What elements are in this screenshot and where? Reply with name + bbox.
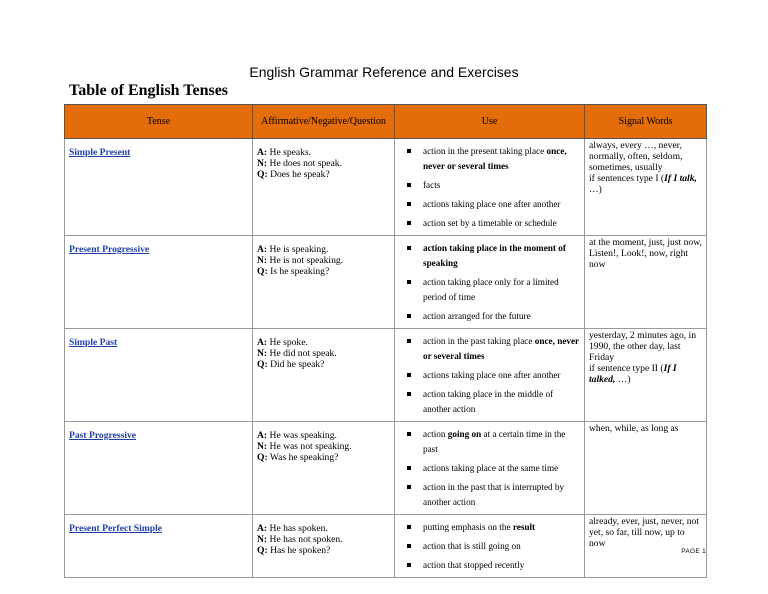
use-text: action: [423, 429, 448, 439]
signal-text: If I talk,: [664, 173, 697, 184]
use-text: action taking place only for a limited period of time: [423, 277, 559, 302]
use-item: [399, 427, 581, 457]
use-text: result: [512, 522, 536, 532]
use-text: action taking place in the middle of another action: [423, 389, 554, 414]
use-item: [399, 387, 581, 417]
use-item: [399, 334, 581, 364]
use-text: action taking place in the moment of speaking: [423, 243, 566, 268]
signal-words-cell: [585, 422, 707, 515]
use-text: action that stopped recently: [423, 560, 525, 570]
use-item: [399, 216, 581, 231]
table-row: [65, 139, 707, 236]
signal-text: if sentences type I (: [589, 173, 665, 184]
column-header-forms: Affirmative/Negative/Question: [253, 105, 395, 139]
form-label: A:: [257, 430, 268, 441]
use-item: [399, 520, 581, 535]
signal-words-cell: [585, 515, 707, 578]
use-list: [399, 140, 581, 231]
document-header: English Grammar Reference and Exercises: [249, 64, 519, 80]
form-line: A: He spoke.: [257, 337, 308, 348]
form-label: Q:: [257, 169, 268, 181]
form-label: A:: [257, 244, 268, 255]
forms-cell: [253, 515, 395, 578]
form-line: A: He is speaking.: [257, 244, 329, 255]
tense-link[interactable]: Present Progressive: [69, 244, 150, 255]
use-text: action in the past that is interrupted by another action: [423, 482, 565, 507]
tense-cell: [65, 515, 253, 578]
column-header-signal-words: Signal Words: [585, 105, 707, 139]
signal-text: always, every …, never, normally, often, seldom, sometimes, usually: [589, 140, 683, 173]
use-item: [399, 309, 581, 324]
use-text: action in the present taking place: [423, 146, 547, 156]
form-line: Q: Has he spoken?: [257, 545, 331, 557]
use-item: [399, 461, 581, 476]
use-text: putting emphasis on the: [423, 522, 513, 532]
use-list: [399, 237, 581, 324]
signal-text: at the moment, just, just now, Listen!, Look!, now, right now: [589, 237, 702, 270]
table-row: [65, 515, 707, 578]
signal-text: if sentence type II (: [589, 363, 664, 374]
forms-cell: [253, 236, 395, 329]
use-item: [399, 241, 581, 271]
form-line: Q: Does he speak?: [257, 169, 330, 181]
use-text: once, never or several times: [423, 336, 579, 361]
use-item: [399, 368, 581, 383]
use-list: [399, 330, 581, 417]
form-label: A:: [257, 147, 268, 158]
tense-link[interactable]: Simple Present: [69, 147, 131, 158]
use-text: actions taking place one after another: [423, 199, 561, 209]
use-item: [399, 178, 581, 193]
form-label: A:: [257, 337, 268, 348]
page-number: PAGE 1: [681, 548, 706, 555]
signal-text: yesterday, 2 minutes ago, in 1990, the other day, last Friday: [589, 330, 697, 363]
form-label: N:: [257, 348, 268, 360]
page-title: Table of English Tenses: [69, 82, 229, 99]
tense-cell: [65, 422, 253, 515]
use-item: [399, 558, 581, 573]
use-list: [399, 516, 581, 573]
form-label: Q:: [257, 359, 268, 371]
use-text: action arranged for the future: [423, 311, 531, 321]
form-line: N: He did not speak.: [257, 348, 337, 360]
form-label: N:: [257, 255, 268, 267]
use-text: actions taking place at the same time: [423, 463, 559, 473]
signal-words-cell: [585, 139, 707, 236]
form-line: A: He was speaking.: [257, 430, 337, 441]
tense-link[interactable]: Simple Past: [69, 337, 118, 348]
use-text: at a certain time in the past: [423, 429, 566, 454]
use-item: [399, 197, 581, 212]
form-line: N: He is not speaking.: [257, 255, 344, 267]
use-list: [399, 423, 581, 510]
use-cell: [395, 422, 585, 515]
tenses-table: [64, 104, 707, 578]
use-text: once, never or several times: [423, 146, 567, 171]
form-line: A: He speaks.: [257, 147, 312, 158]
form-label: N:: [257, 158, 268, 170]
use-text: facts: [423, 180, 441, 190]
form-line: A: He has spoken.: [257, 523, 328, 534]
signal-words-cell: [585, 236, 707, 329]
column-header-use: Use: [395, 105, 585, 139]
use-item: [399, 144, 581, 174]
use-text: going on: [447, 429, 482, 439]
forms-cell: [253, 329, 395, 422]
use-item: [399, 539, 581, 554]
use-cell: [395, 139, 585, 236]
use-cell: [395, 329, 585, 422]
form-label: Q:: [257, 266, 268, 278]
form-line: N: He has not spoken.: [257, 534, 343, 546]
form-line: Q: Is he speaking?: [257, 266, 330, 278]
forms-cell: [253, 139, 395, 236]
signal-text: …): [615, 374, 631, 385]
tense-cell: [65, 236, 253, 329]
table-row: [65, 236, 707, 329]
signal-text: …): [589, 184, 602, 195]
use-text: action that is still going on: [423, 541, 521, 551]
tense-cell: [65, 139, 253, 236]
table-row: [65, 329, 707, 422]
form-label: A:: [257, 523, 268, 534]
column-header-tense: Tense: [65, 105, 253, 139]
form-line: N: He does not speak.: [257, 158, 342, 170]
signal-text: already, ever, just, never, not yet, so far, till now, up to now: [589, 516, 699, 549]
signal-text: when, while, as long as: [589, 423, 679, 434]
use-cell: [395, 515, 585, 578]
form-label: N:: [257, 534, 268, 546]
tense-link[interactable]: Present Perfect Simple: [69, 523, 163, 534]
form-line: Q: Was he speaking?: [257, 452, 339, 464]
use-cell: [395, 236, 585, 329]
table-row: [65, 422, 707, 515]
tense-link[interactable]: Past Progressive: [69, 430, 137, 441]
form-line: N: He was not speaking.: [257, 441, 352, 453]
forms-cell: [253, 422, 395, 515]
use-text: action set by a timetable or schedule: [423, 218, 557, 228]
form-label: N:: [257, 441, 268, 453]
use-item: [399, 275, 581, 305]
tense-cell: [65, 329, 253, 422]
form-label: Q:: [257, 545, 268, 557]
form-line: Q: Did he speak?: [257, 359, 325, 371]
signal-words-cell: [585, 329, 707, 422]
use-text: actions taking place one after another: [423, 370, 561, 380]
use-item: [399, 480, 581, 510]
use-text: action in the past taking place: [423, 336, 535, 346]
table-header-row: [65, 105, 707, 139]
form-label: Q:: [257, 452, 268, 464]
signal-text: If I talked,: [589, 363, 677, 385]
